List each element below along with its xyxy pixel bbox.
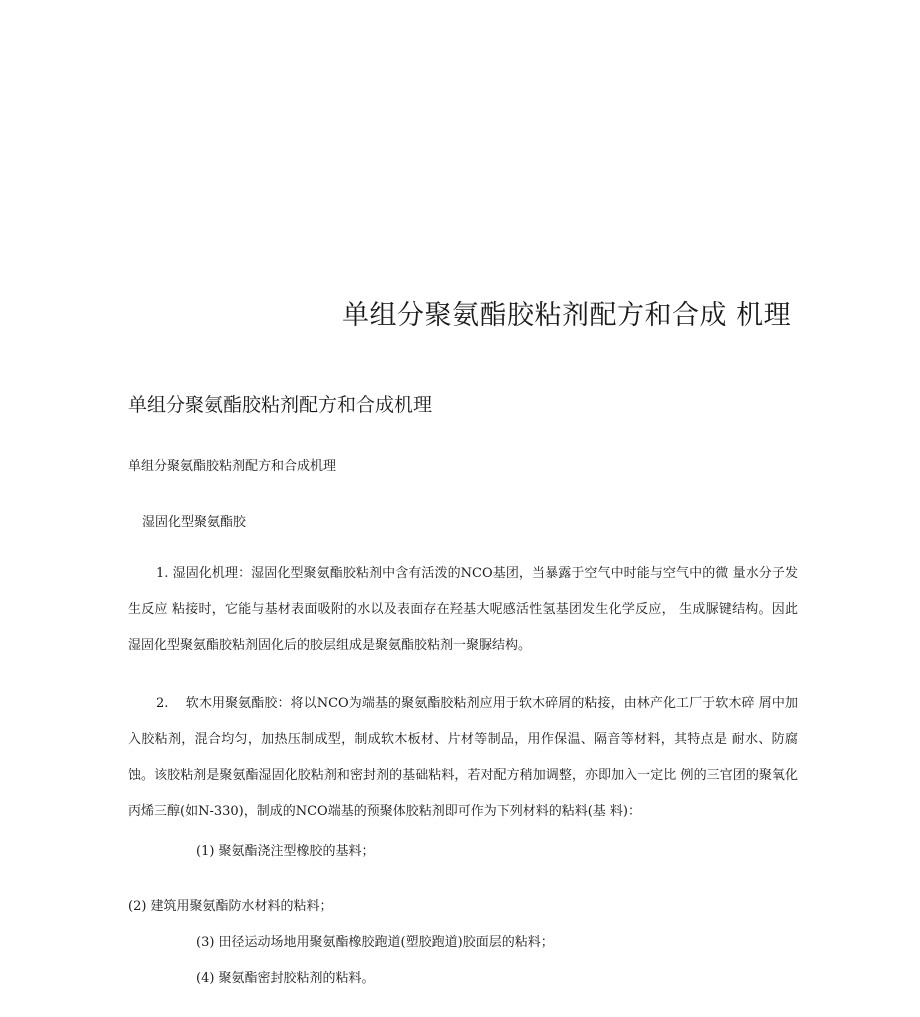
list-item: (3) 田径运动场地用聚氨酯橡胶跑道(塑胶跑道)胶面层的粘料； <box>196 935 554 950</box>
document-title: 单组分聚氨酯胶粘剂配方和合成 机理 <box>342 300 792 331</box>
small-title: 单组分聚氨酯胶粘剂配方和合成机理 <box>128 459 337 474</box>
section-heading: 湿固化型聚氨酯胶 <box>142 515 247 530</box>
paragraph-moisture-curing: 1. 湿固化机理：湿固化型聚氨酯胶粘剂中含有活泼的NCO基团，当暴露于空气中时能与空气中的微 量水分子发生反应 粘接时，它能与基材表面吸附的水以及表面存在羟基大呢感活性氢基团发生化学反应， 生成脲键结构。因此湿固化型聚氨酯胶粘剂固化后的胶层组成是聚氨酯胶粘剂一聚脲结构。 <box>128 566 798 653</box>
list-item: (2) 建筑用聚氨酯防水材料的粘料； <box>128 899 333 914</box>
list-item: (1) 聚氨酯浇注型橡胶的基料； <box>196 844 375 859</box>
paragraph-cork-adhesive: 2. 软木用聚氨酯胶：将以NCO为端基的聚氨酯胶粘剂应用于软木碎屑的粘接，由林产化工厂于软木碎 屑中加入胶粘剂，混合均匀，加热压制成型，制成软木板材、片材等制品，用作保温、隔音等材料，其特点是 耐水、防腐蚀。该胶粘剂是聚氨酯湿固化胶粘剂和密封剂的基础粘料，若对配方稍加调整，亦即加入一定比 例的三官团的聚氧化丙烯三醇(如N-330)，制成的NCO端基的预聚体胶粘剂即可作为下列材料的粘料(基 料)： <box>128 696 798 819</box>
list-item: (4) 聚氨酯密封胶粘剂的粘料。 <box>196 971 375 986</box>
document-subtitle: 单组分聚氨酯胶粘剂配方和合成机理 <box>128 394 433 416</box>
